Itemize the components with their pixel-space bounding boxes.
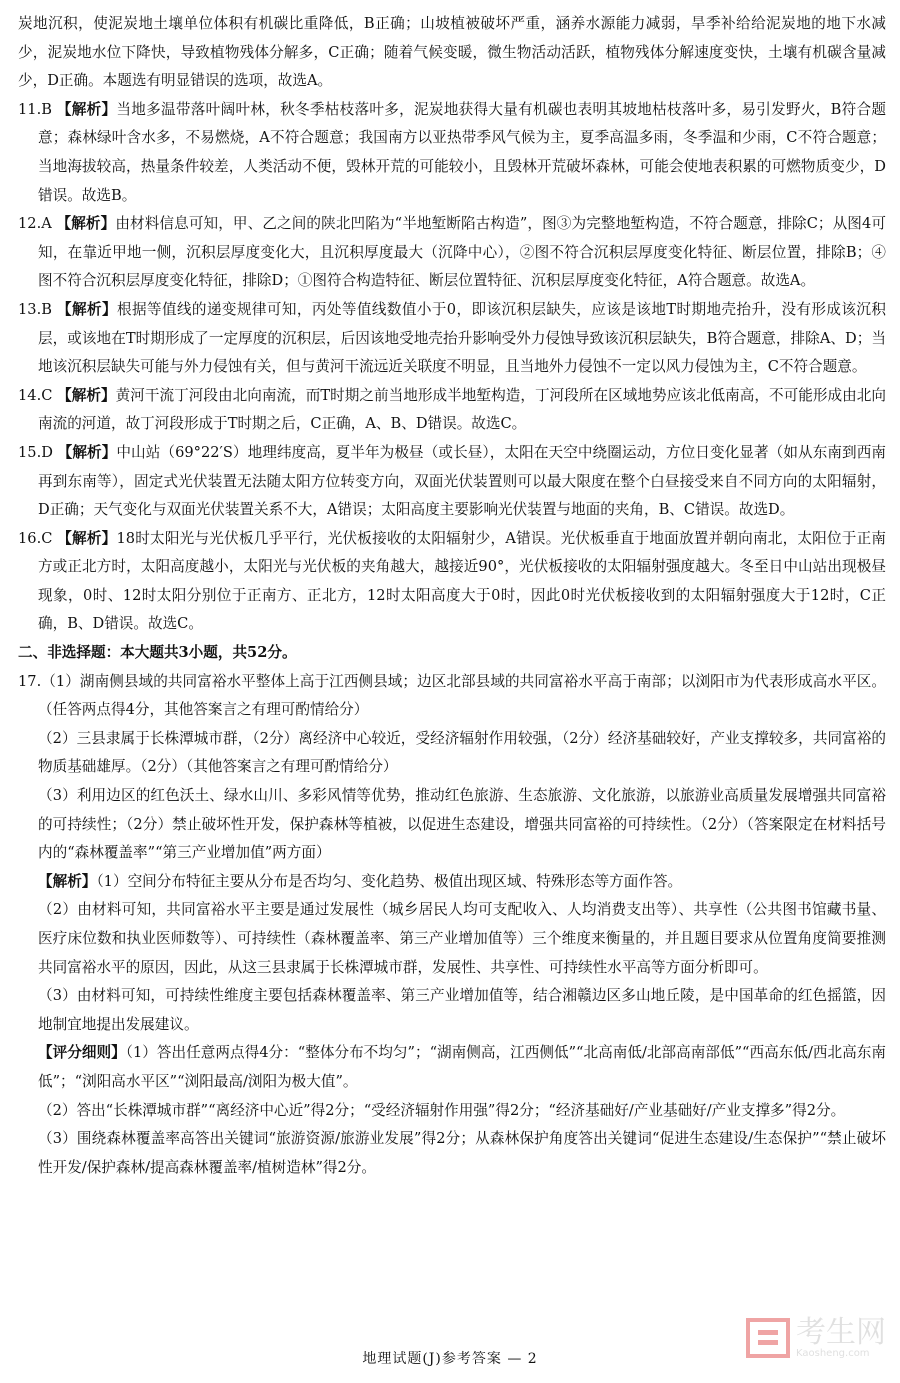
answer-content xyxy=(18,10,886,1182)
scoring-part2: （2）答出“长株潭城市群”“离经济中心近”得2分；“受经济辐射作用强”得2分；“经济基础好/产业基础好/产业支撑多”得2分。 xyxy=(38,1101,846,1119)
section-two-heading: 二、非选择题：本大题共3小题，共52分。 xyxy=(18,644,297,662)
q12-number: 12.A xyxy=(18,215,52,233)
answer-q14 xyxy=(18,382,886,439)
q13-number: 13.B xyxy=(18,300,52,318)
analysis-part1 xyxy=(18,868,886,897)
answer-q12 xyxy=(18,210,886,296)
answer-q17-part1: 17.（1）湖南侧县域的共同富裕水平整体上高于江西侧县域；边区北部县域的共同富裕水平高于南部；以浏阳市为代表形成高水平区。（任答两点得4分，其他答案言之有理可酌情给分） xyxy=(18,672,886,719)
q13-text: 根据等值线的递变规律可知，丙处等值线数值小于0，即该沉积层缺失，应该是该地T时期地壳抬升，没有形成该沉积层，或该地在T时期形成了一定厚度的沉积层，后因该地受地壳抬升影响受外力侵蚀导致该沉积层缺失，B符合题意，排除A、D；当地该沉积层缺失可能与外力侵蚀有关，但与黄河干流远近关联度不明显，且当地外力侵蚀不一定以风力侵蚀为主，C不符合题意。 xyxy=(38,300,887,376)
watermark-subtext: Kaosheng.com xyxy=(796,1347,870,1359)
watermark xyxy=(746,1316,886,1360)
q15-number: 15.D xyxy=(18,443,53,461)
q14-text: 黄河干流丁河段由北向南流，而T时期之前当地形成半地堑构造，丁河段所在区域地势应该北低南高，不可能形成由北向南流的河道，故丁河段形成于T时期之后，C正确，A、B、D错误。故选C。 xyxy=(38,386,886,433)
q11-number: 11.B xyxy=(18,100,52,118)
scoring-tag: 【评分细则】 xyxy=(38,1044,126,1062)
q15-analysis-tag: 【解析】 xyxy=(57,443,117,461)
q14-analysis-tag: 【解析】 xyxy=(57,386,116,404)
q11-analysis-tag: 【解析】 xyxy=(56,100,117,118)
watermark-text: 考生网 xyxy=(796,1314,886,1350)
answer-q13 xyxy=(18,296,886,382)
analysis-tag: 【解析】 xyxy=(38,872,97,890)
analysis-part2: （2）由材料可知，共同富裕水平主要是通过发展性（城乡居民人均可支配收入、人均消费支出等）、共享性（公共图书馆藏书量、医疗床位数和执业医师数等）、可持续性（森林覆盖率、第三产业增加值等）三个维度来衡量的，并且题目要求从位置角度简要推测共同富裕水平的原因，因此，从这三县隶属于长株潭城市群，发展性、共享性、可持续性水平高等方面分析即可。 xyxy=(38,901,886,976)
q12-analysis-tag: 【解析】 xyxy=(56,215,116,233)
q10-continuation: 炭地沉积，使泥炭地土壤单位体积有机碳比重降低，B正确；山坡植被破坏严重，涵养水源能力减弱，旱季补给给泥炭地的地下水减少，泥炭地水位下降快，导致植物残体分解多，C正确；随着气候变暖，微生物活动活跃，植物残体分解速度变快，土壤有机碳含量减少，D正确。本题选有明显错误的选项，故选A。 xyxy=(18,15,886,90)
q16-analysis-tag: 【解析】 xyxy=(57,529,117,547)
scoring-part3: （3）围绕森林覆盖率高答出关键词“旅游资源/旅游业发展”得2分；从森林保护角度答出关键词“促进生态建设/生态保护”“禁止破坏性开发/保护森林/提高森林覆盖率/植树造林”得2分。 xyxy=(38,1130,886,1176)
kaosheng-logo-icon xyxy=(746,1316,790,1360)
analysis-part3: （3）由材料可知，可持续性维度主要包括森林覆盖率、第三产业增加值等，结合湘赣边区多山地丘陵，是中国革命的红色摇篮，因地制宜地提出发展建议。 xyxy=(38,987,886,1033)
answer-q15 xyxy=(18,439,886,525)
answer-q11 xyxy=(18,96,886,210)
scoring-part1 xyxy=(18,1039,886,1096)
q15-text: 中山站（69°22′S）地理纬度高，夏半年为极昼（或长昼），太阳在天空中绕圈运动，方位日变化显著（如从东南到西南再到东南等），固定式光伏装置无法随太阳方位转变方向，双面光伏装置则可以最大限度在整个白昼接受来自不同方向的太阳辐射，D正确；天气变化与双面光伏装置关系不大，A错误；太阳高度主要影响光伏装置与地面的夹角，B、C错误。故选D。 xyxy=(38,443,887,519)
answer-q16 xyxy=(18,525,886,639)
q16-number: 16.C xyxy=(18,529,53,547)
page-footer: 地理试题(J)参考答案 — 2 xyxy=(362,1351,538,1367)
answer-q17-part2: （2）三县隶属于长株潭城市群，（2分）离经济中心较近，受经济辐射作用较强，（2分）经济基础较好，产业支撑较多，共同富裕的物质基础雄厚。（2分）（其他答案言之有理可酌情给分） xyxy=(38,729,886,776)
watermark-text-group xyxy=(796,1314,886,1359)
answer-q17-part3: （3）利用边区的红色沃土、绿水山川、多彩风情等优势，推动红色旅游、生态旅游、文化旅游，以旅游业高质量发展增强共同富裕的可持续性；（2分）禁止破坏性开发，保护森林等植被，以促进生态建设，增强共同富裕的可持续性。（2分）（答案限定在材料括号内的“森林覆盖率”“第三产业增加值”两方面） xyxy=(38,787,886,862)
q14-number: 14.C xyxy=(18,386,53,404)
scoring-part1-text: （1）答出任意两点得4分：“整体分布不均匀”；“湖南侧高，江西侧低”“北高南低/北部高南部低”“西高东低/西北高东南低”；“浏阳高水平区”“浏阳最高/浏阳为极大值”。 xyxy=(38,1044,886,1090)
analysis-part1-text: （1）空间分布特征主要从分布是否均匀、变化趋势、极值出现区域、特殊形态等方面作答。 xyxy=(96,872,683,890)
q16-text: 18时太阳光与光伏板几乎平行，光伏板接收的太阳辐射少，A错误。光伏板垂直于地面放置并朝向南北，太阳位于正南方或正北方时，太阳高度越小，太阳光与光伏板的夹角越大，越接近90°，光伏板接收的太阳辐射强度越大。冬至日中山站出现极昼现象，0时、12时太阳分别位于正南方、正北方，12时太阳高度大于0时，因此0时光伏板接收到的太阳辐射强度大于12时，C正确，B、D错误。故选C。 xyxy=(38,529,886,633)
q12-text: 由材料信息可知，甲、乙之间的陕北凹陷为“半地堑断陷古构造”，图③为完整地堑构造，不符合题意，排除C；从图4可知，在靠近甲地一侧，沉积层厚度变化大，且沉积厚度最大（沉降中心），②图不符合沉积层厚度变化特征、断层位置，排除B；④图不符合沉积层厚度变化特征，排除D；①图符合构造特征、断层位置特征、沉积层厚度变化特征，A符合题意。故选A。 xyxy=(38,215,886,290)
q11-text: 当地多温带落叶阔叶林，秋冬季枯枝落叶多，泥炭地获得大量有机碳也表明其坡地枯枝落叶多，易引发野火，B符合题意；森林绿叶含水多，不易燃烧，A不符合题意；我国南方以亚热带季风气候为主，夏季高温多雨，冬季温和少雨，C不符合题意；当地海拔较高，热量条件较差，人类活动不便，毁林开荒的可能较小，且毁林开荒破坏森林，可能会使地表积累的可燃物质变少，D错误。故选B。 xyxy=(38,100,887,204)
q13-analysis-tag: 【解析】 xyxy=(56,300,117,318)
